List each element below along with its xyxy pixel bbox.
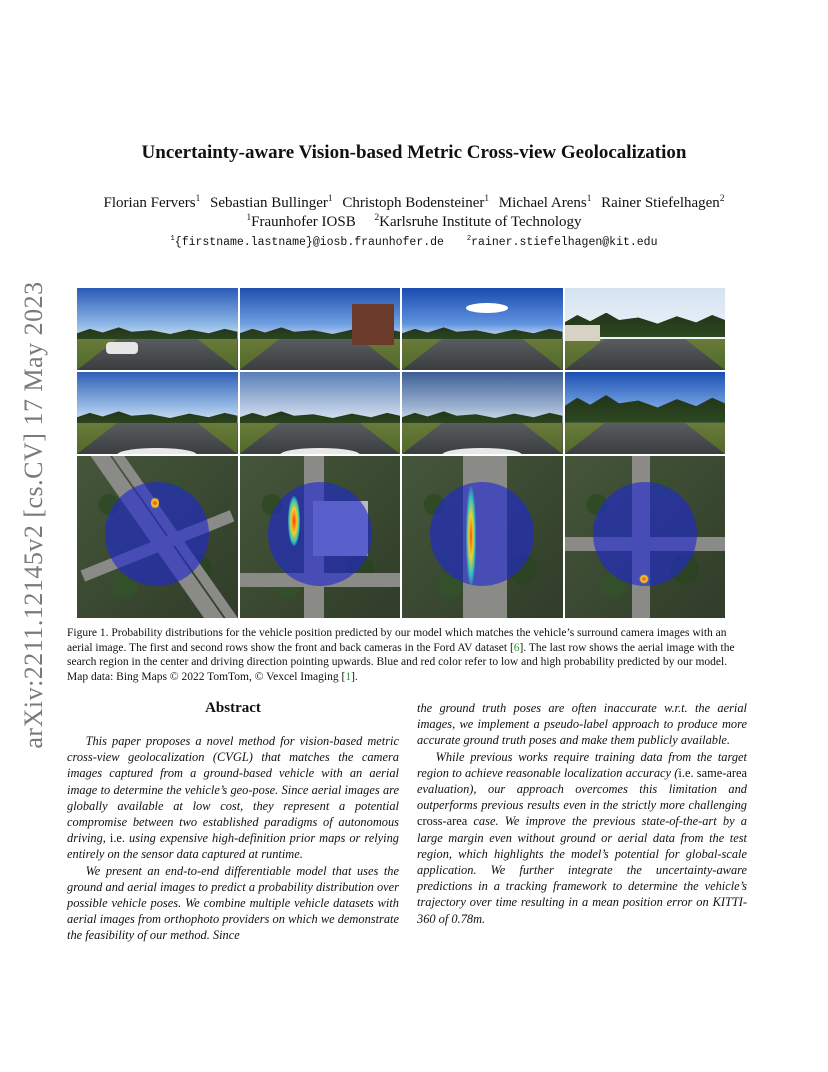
abstract-left-column [67,700,399,944]
email[interactable]: $^1${firstname.lastname}@iosb.fraunhofer.de [170,235,444,249]
back-camera-image [402,372,563,454]
aerial-image [402,456,563,618]
citation-link[interactable]: 6 [513,641,520,654]
figure-1 [77,288,725,618]
paper-title: Uncertainty-aware Vision-based Metric Cross-view Geolocalization [141,142,687,163]
author: Sebastian Bullinger$^1$ [210,194,333,211]
abstract-paragraph: This paper proposes a novel method for vision-based metric cross-view geolocalization (CVGL) that matches the camera images captured from a ground-based vehicle with an aerial image to determine the vehicle’s geo-pose. Since aerial images are globally available at low cost, they represent a potential compromise between two established paradigms of autonomous driving, i.e. using expensive high-definition prior maps or relying entirely on the sensor data captured at runtime. [67,734,399,862]
abstract-right-column [417,700,747,927]
aerial-image [565,456,726,618]
back-camera-image [565,372,726,454]
abstract-paragraph: While previous works require training data from the target region to achieve reasonable localization accuracy (i.e. same-area evaluation), our approach overcomes this limitation and outperforms previous results even in the strictly more challenging cross-area case. We improve the previous state-of-the-art by a large margin even without ground or aerial data from the test region, which highlights the model’s potential for global-scale application. We further integrate the uncertainty-aware predictions in a tracking framework to determine the vehicle’s trajectory over time resulting in a mean position error on KITTI-360 of 0.78m. [417,749,747,926]
author: Christoph Bodensteiner$^1$ [342,194,490,211]
affiliation-list [0,213,828,231]
front-camera-image [77,288,238,370]
author-list [0,194,828,212]
aerial-image [240,456,401,618]
citation-link[interactable]: 1 [345,670,352,683]
front-camera-image [402,288,563,370]
affiliation: $^2$Karlsruhe Institute of Technology [374,213,582,230]
aerial-row [77,456,725,618]
author: Michael Arens$^1$ [498,194,592,211]
front-camera-row [77,288,725,370]
back-camera-image [240,372,401,454]
author: Rainer Stiefelhagen$^2$ [601,194,725,211]
email[interactable]: $^2$rainer.stiefelhagen@kit.edu [466,235,658,249]
email-list [0,236,828,249]
back-camera-row [77,372,725,454]
arxiv-stamp [14,270,54,760]
abstract-paragraph: We present an end-to-end differentiable model that uses the ground and aerial images to predict a probability distribution over possible vehicle poses. We combine multiple vehicle datasets with aerial images from orthophoto providers on which we demonstrate the feasibility of our method. Since [67,863,399,943]
front-camera-image [565,288,726,370]
back-camera-image [77,372,238,454]
figure-caption: Figure 1. Probability distributions for the vehicle position predicted by our model which matches the vehicle’s surround camera images with an aerial image. The first and second rows show the front and back cameras in the Ford AV dataset [6]. The last row shows the aerial image with the search region in the center and driving direction pointing upwards. Blue and red color refer to low and high probability predicted by our model. Map data: Bing Maps © 2022 TomTom, © Vexcel Imaging [1]. [67,627,735,683]
front-camera-image [240,288,401,370]
arxiv-stamp-text: arXiv:2211.12145v2 [cs.CV] 17 May 2023 [19,281,48,749]
author: Florian Fervers$^1$ [103,194,201,211]
abstract-paragraph: the ground truth poses are often inaccurate w.r.t. the aerial images, we implement a pseudo-label approach to produce more accurate ground truth poses and make them publicly available. [417,701,747,748]
aerial-image [77,456,238,618]
affiliation: $^1$Fraunhofer IOSB [246,213,356,230]
abstract-heading: Abstract [205,700,261,716]
